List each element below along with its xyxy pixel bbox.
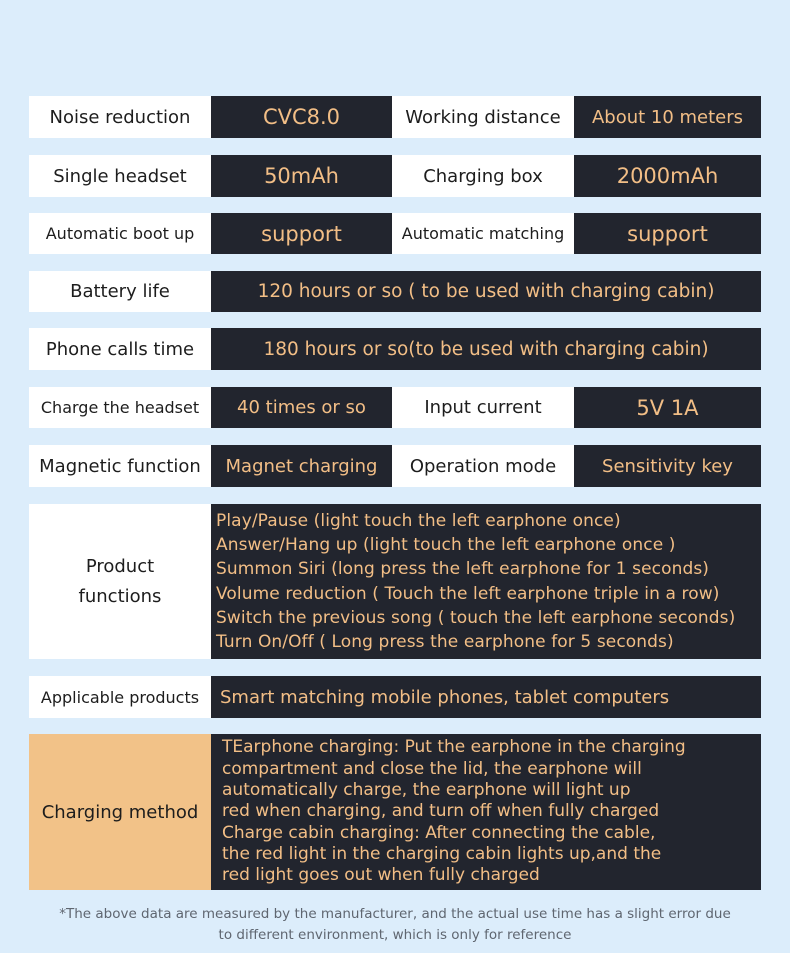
charging-line: automatically charge, the earphone will light up <box>222 780 631 801</box>
charging-line: Charge cabin charging: After connecting the cable, <box>222 822 656 843</box>
charging-line: red light goes out when fully charged <box>222 865 540 886</box>
spec-row-charging-method <box>29 734 761 890</box>
function-line: Switch the previous song ( touch the left earphone seconds) <box>216 607 736 628</box>
value-noise-reduction: CVC8.0 <box>211 96 392 138</box>
spec-row-magnetic-operation <box>29 445 761 487</box>
value-automatic-matching: support <box>574 213 761 254</box>
label-phone-calls-time: Phone calls time <box>29 328 211 370</box>
spec-row-battery-capacity <box>29 155 761 197</box>
function-line: Answer/Hang up (light touch the left earphone once ) <box>216 534 676 555</box>
spec-row-noise <box>29 96 761 138</box>
value-operation-mode: Sensitivity key <box>574 445 761 487</box>
spec-row-automatic <box>29 213 761 254</box>
label-working-distance: Working distance <box>392 96 574 138</box>
value-charging-box: 2000mAh <box>574 155 761 197</box>
value-working-distance: About 10 meters <box>574 96 761 138</box>
value-charge-headset: 40 times or so <box>211 387 392 428</box>
label-battery-life: Battery life <box>29 271 211 312</box>
function-line: Play/Pause (light touch the left earphone once) <box>216 510 621 531</box>
label-product-functions <box>29 504 211 659</box>
spec-row-battery-life <box>29 271 761 312</box>
function-line: Summon Siri (long press the left earphone for 1 seconds) <box>216 559 710 580</box>
label-product-functions-line2: functions <box>78 585 162 607</box>
label-product-functions-line1: Product <box>85 555 155 577</box>
footnote-line1: *The above data are measured by the manufacturer, and the actual use time has a slight error due <box>59 906 731 922</box>
charging-line: red when charging, and turn off when fully charged <box>222 801 660 822</box>
charging-line: compartment and close the lid, the earphone will <box>222 758 642 779</box>
spec-row-charge-input <box>29 387 761 428</box>
label-single-headset: Single headset <box>29 155 211 197</box>
label-input-current: Input current <box>392 387 574 428</box>
function-line: Turn On/Off ( Long press the earphone for 5 seconds) <box>216 632 674 653</box>
spec-row-product-functions <box>29 504 761 659</box>
label-charging-method: Charging method <box>29 734 211 890</box>
label-automatic-matching: Automatic matching <box>392 213 574 254</box>
value-applicable-products: Smart matching mobile phones, tablet computers <box>211 676 761 718</box>
footnote-line2: to different environment, which is only for reference <box>218 926 572 943</box>
label-charge-headset: Charge the headset <box>29 387 211 428</box>
label-noise-reduction: Noise reduction <box>29 96 211 138</box>
value-battery-life: 120 hours or so ( to be used with charging cabin) <box>211 271 761 312</box>
label-charging-box: Charging box <box>392 155 574 197</box>
value-automatic-boot: support <box>211 213 392 254</box>
value-input-current: 5V 1A <box>574 387 761 428</box>
value-phone-calls-time: 180 hours or so(to be used with charging cabin) <box>211 328 761 370</box>
footnote <box>0 904 790 945</box>
label-magnetic-function: Magnetic function <box>29 445 211 487</box>
function-line: Volume reduction ( Touch the left earphone triple in a row) <box>216 583 720 604</box>
label-operation-mode: Operation mode <box>392 445 574 487</box>
label-applicable-products: Applicable products <box>29 676 211 718</box>
value-magnetic-function: Magnet charging <box>211 445 392 487</box>
value-charging-method <box>211 734 761 890</box>
spec-row-applicable-products <box>29 676 761 718</box>
value-product-functions <box>211 504 761 659</box>
charging-line: TEarphone charging: Put the earphone in the charging <box>222 737 686 758</box>
label-automatic-boot: Automatic boot up <box>29 213 211 254</box>
charging-line: the red light in the charging cabin lights up,and the <box>222 843 662 864</box>
value-single-headset: 50mAh <box>211 155 392 197</box>
spec-row-phone-calls <box>29 328 761 370</box>
